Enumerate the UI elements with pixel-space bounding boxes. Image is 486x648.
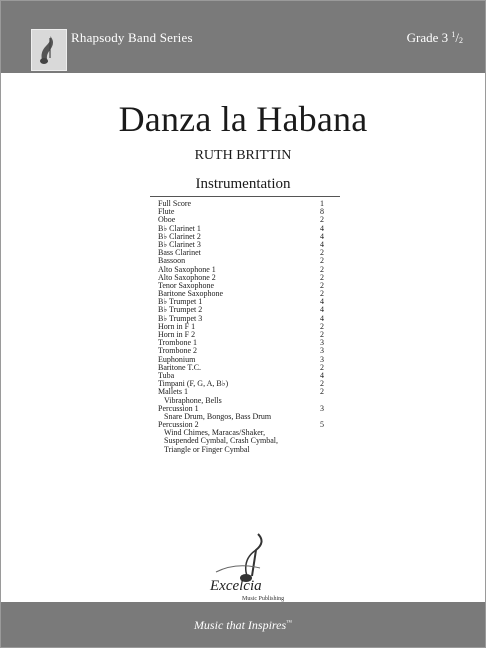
publisher-sub: Music Publishing [242,596,285,602]
instrument-name: Baritone T.C. [158,362,202,372]
instrument-name: Trombone 2 [158,346,198,356]
instrument-name: Baritone Saxophone [158,289,224,299]
instrument-quantity: 5 [320,420,324,430]
instrument-name: Full Score [158,199,192,208]
instrument-name: B♭ Trumpet 2 [158,305,203,315]
instrument-quantity: 2 [320,387,324,397]
instrument-row [158,200,338,208]
instrument-list [158,200,338,454]
instrument-name: Bass Clarinet [158,248,201,258]
instrument-name: Flute [158,207,175,217]
instrumentation-heading: Instrumentation [195,176,291,192]
tagline-text: Music that Inspires [193,618,287,632]
publisher-logo [196,528,286,608]
instrument-name: Percussion 1 [158,403,199,413]
piece-title: Danza la Habana [118,99,368,139]
instrument-name: B♭ Trumpet 3 [158,313,203,323]
tagline-tm: ™ [286,620,293,626]
instrument-quantity: 3 [320,338,324,348]
instrument-quantity: 2 [320,321,324,331]
instrument-name: Bassoon [158,256,186,266]
instrument-quantity: 3 [320,354,324,364]
instrument-quantity: 2 [320,362,324,372]
instrument-row [158,249,338,257]
instrument-name: Euphonium [158,354,196,364]
series-logo-icon [31,29,67,71]
instrument-name: Tenor Saxophone [158,280,215,290]
instrument-quantity: 4 [320,231,324,241]
instrument-quantity: 4 [320,313,324,323]
instrument-quantity: 2 [320,215,324,225]
instrument-row [158,446,338,454]
instrument-quantity: 4 [320,239,324,249]
instrument-quantity: 2 [320,280,324,290]
footer-band [1,602,485,647]
instrument-name: Triangle or Finger Cymbal [164,444,250,454]
instrument-quantity: 2 [320,264,324,274]
instrument-name: Wind Chimes, Maracas/Shaker, [164,428,266,438]
instrument-quantity: 8 [320,207,324,217]
instrument-quantity: 4 [320,370,324,380]
instrument-name: Suspended Cymbal, Crash Cymbal, [164,436,278,446]
instrument-name: Tuba [158,370,175,380]
instrument-name: Timpani (F, G, A, B♭) [158,379,229,389]
grade-denominator: 2 [459,36,463,45]
instrument-name: Oboe [158,215,176,225]
composer-name: RUTH BRITTIN [194,148,292,163]
instrument-quantity: 2 [320,272,324,282]
instrument-row [158,364,338,372]
instrument-name: Vibraphone, Bells [164,395,222,405]
excelcia-logo-icon [196,528,286,608]
instrument-name: Alto Saxophone 1 [158,264,216,274]
instrument-name: B♭ Clarinet 2 [158,231,201,241]
instrument-quantity: 3 [320,346,324,356]
publisher-name: Excelcia [210,578,262,594]
instrument-name: B♭ Clarinet 1 [158,223,201,233]
grade-numerator: 1 [451,30,456,39]
instrument-name: Horn in F 1 [158,321,196,331]
heading-divider [150,196,340,197]
instrument-quantity: 3 [320,403,324,413]
instrument-name: B♭ Clarinet 3 [158,239,201,249]
instrument-quantity: 1 [320,199,324,208]
instrument-row [158,208,338,216]
instrument-quantity: 2 [320,379,324,389]
instrument-name: Alto Saxophone 2 [158,272,216,282]
series-name: Rhapsody Band Series [71,30,193,45]
instrument-name: Trombone 1 [158,338,198,348]
instrument-name: Mallets 1 [158,387,188,397]
instrument-quantity: 2 [320,330,324,339]
instrument-name: Snare Drum, Bongos, Bass Drum [164,411,272,421]
instrument-quantity: 4 [320,223,324,233]
tagline [1,618,485,633]
instrument-quantity: 2 [320,256,324,266]
instrument-quantity: 4 [320,297,324,307]
instrument-name: B♭ Trumpet 1 [158,297,203,307]
instrument-quantity: 2 [320,289,324,299]
instrument-quantity: 4 [320,305,324,315]
grade-text: Grade 3 [406,30,449,45]
grade-label: Grade 3 $^1/_2$ [406,30,463,45]
header-band [1,1,485,73]
instrument-name: Horn in F 2 [158,330,196,339]
instrument-quantity: 2 [320,248,324,258]
instrument-name: Percussion 2 [158,420,199,430]
